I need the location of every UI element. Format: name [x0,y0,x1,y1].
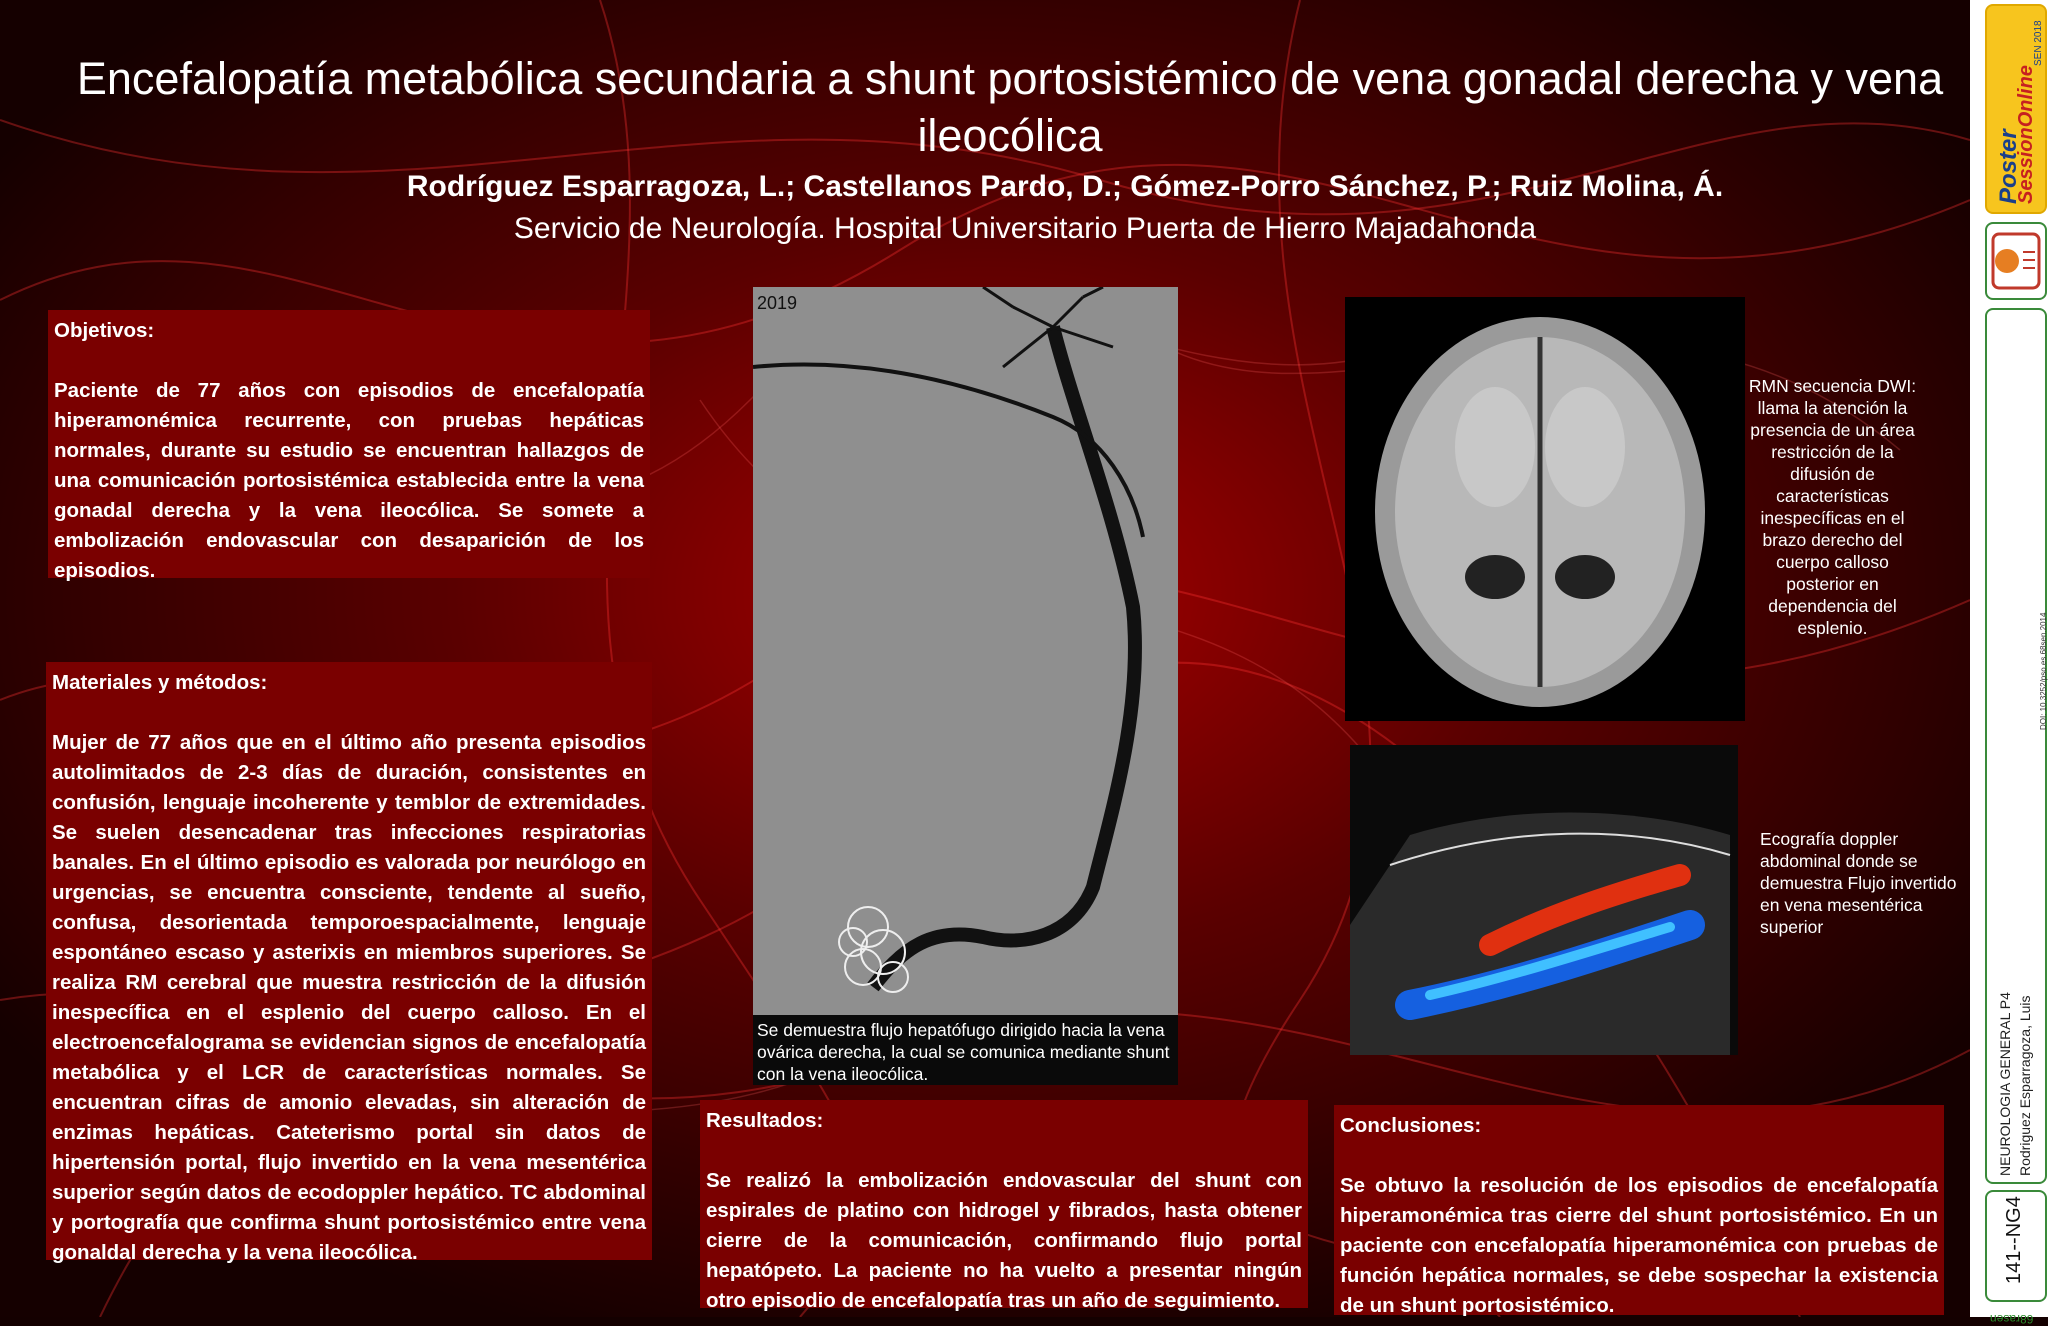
materiales-text: Mujer de 77 años que en el último año presenta episodios autolimitados de 2-3 días de duración, consistentes en confusión, lenguaje incoherente y temblor de extremidades. Se suelen desencadenar tras infecciones respiratorias banales. En el último episodio es valorada por neurólogo en urgencias, se encuentra consciente, tendente al sueño, confusa, desorientada temporoespacialmente, lenguaje espontáneo escaso y asterixis en miembros superiores. Se realiza RM cerebral que muestra restricción de la difusión inespecífica en el esplenio del cuerpo calloso. En el electroencefalograma se evidencian signos de encefalopatía metabólica y el LCR de características normales. Se encuentran cifras de amonio elevadas, sin alteración de enzimas hepáticas. Cateterismo portal sin datos de hipertensión portal, flujo invertido en la vena mesentérica superior según datos de ecodoppler hepático. TC abdominal y portografía que confirma shunt portosistémico entre vena gonaldal derecha y la vena ileocólica. [52,731,646,1264]
conclusiones-text: Se obtuvo la resolución de los episodios de encefalopatía hiperamonémica tras cierre del shunt portosistémico. En un paciente con encefalopatía hiperamonémica con pruebas de función hepática normales, se debe sospechar la existencia de un shunt portosistémico. [1340,1174,1938,1317]
mri-dwi-image [1345,297,1745,721]
doppler-caption: Ecografía doppler abdominal donde se demuestra Flujo invertido en vena mesentérica superior [1760,829,1957,937]
section-label: NEUROLOGIA GENERAL P4 [1997,992,2013,1176]
resultados-section [700,1100,1308,1312]
conclusiones-section [1334,1105,1944,1315]
footer-label: 68rasen [1990,1312,2034,1326]
author-list: Rodríguez Esparragoza, L.; Castellanos Pardo, D.; Gómez-Porro Sánchez, P.; Ruiz Molina, Á. [406,170,1724,203]
poster-title: Encefalopatía metabólica secundaria a shunt portosistémico de vena gonadal derecha y vena ileocólica [76,53,1944,161]
logo-brand-bottom: SessionOnline [2015,65,2037,204]
poster-code-panel [1985,1190,2047,1302]
society-logo [1985,222,2047,300]
affiliation: Servicio de Neurología. Hospital Universitario Puerta de Hierro Majadahonda [513,212,1537,245]
poster-code: 141--NG4 [2003,1196,2025,1284]
doppler-ultrasound-image [1350,745,1738,1055]
materiales-section [46,662,652,1264]
objetivos-heading: Objetivos: [54,319,155,342]
doi-label: DOI: 10.3252/pso.es.68sen.2014 [2039,612,2048,730]
brain-mri-graphic [1345,297,1745,721]
conclusiones-heading: Conclusiones: [1340,1114,1482,1137]
angiography-image [753,287,1178,1015]
author-short-label: Rodriguez Esparragoza, Luis [2017,995,2033,1176]
objetivos-text: Paciente de 77 años con episodios de encefalopatía hiperamonémica recurrente, con pruebas hepáticas normales, durante su estudio se encuentran hallazgos de una comunicación portosistémica establecida entre la vena gonadal derecha y la vena ileocólica. Se somete a embolización endovascular con desaparición de los episodios. [54,379,644,582]
angiography-graphic [753,287,1178,1015]
materiales-heading: Materiales y métodos: [52,671,268,694]
logo-brand-top: Poster [1995,129,2022,204]
society-emblem-icon [1987,224,2045,298]
session-info-panel [1985,308,2047,1184]
poster-session-logo [1985,4,2047,214]
logo-brand-small: SEN 2018 [2033,20,2044,66]
resultados-heading: Resultados: [706,1109,824,1132]
mri-caption: RMN secuencia DWI: llama la atención la presencia de un área restricción de la difusión de características inespecíficas en el brazo derecho del cuerpo calloso posterior en dependencia del esplenio. [1748,376,1917,638]
angiography-caption: Se demuestra flujo hepatófugo dirigido hacia la vena ovárica derecha, la cual se comunica mediante shunt con la vena ileocólica. [753,1015,1178,1085]
objetivos-section [48,310,650,582]
angiography-year-label: 2019 [757,293,798,313]
doppler-graphic [1350,745,1738,1055]
resultados-text: Se realizó la embolización endovascular del shunt con espirales de platino con hidrogel y fibrados, hasta obtener cierre de la comunicación, confirmando flujo portal hepatópeto. La paciente no ha vuelto a presentar ningún otro episodio de encefalopatía tras un año de seguimiento. [706,1169,1302,1312]
